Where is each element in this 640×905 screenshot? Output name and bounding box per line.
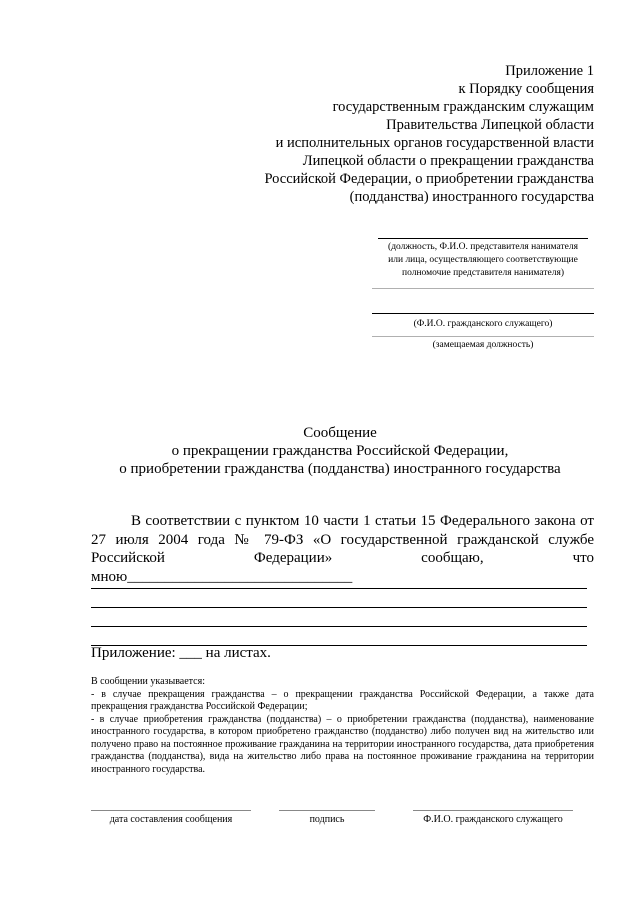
signature-line[interactable] — [279, 800, 375, 811]
signature-row — [91, 800, 591, 830]
appendix-line: Приложение: ___ на листах. — [91, 645, 271, 661]
employer-caption-3: полномочие представителя нанимателя) — [402, 268, 564, 278]
name-line[interactable] — [413, 800, 573, 811]
header-line: к Порядку сообщения — [458, 81, 594, 97]
position-caption: (замещаемая должность) — [432, 340, 534, 350]
employee-name-line[interactable] — [372, 313, 594, 314]
signature-label: подпись — [309, 814, 345, 825]
header-line: (подданства) иностранного государства — [349, 189, 594, 205]
title-line-3: о приобретении гражданства (подданства) иностранного государства — [119, 461, 561, 477]
document-title — [0, 424, 640, 478]
addressee-fields — [372, 238, 594, 352]
header-line: Российской Федерации, о приобретении гражданства — [264, 171, 594, 187]
header-line: и исполнительных органов государственной власти — [275, 135, 594, 151]
notes-intro: В сообщении указывается: — [91, 676, 205, 687]
title-line-2: о прекращении гражданства Российской Федерации, — [171, 443, 509, 459]
title-line-1: Сообщение — [303, 425, 377, 441]
header-line: Правительства Липецкой области — [386, 117, 594, 133]
notes-item-1: - в случае прекращения гражданства – о прекращении гражданства Российской Федерации, а также дата прекращения гражданства Российской Федерации; — [91, 688, 594, 712]
name-label: Ф.И.О. гражданского служащего — [423, 814, 563, 825]
attachment-header — [264, 62, 594, 206]
employer-line[interactable] — [378, 238, 588, 239]
fill-line[interactable] — [91, 608, 587, 627]
date-field — [91, 800, 251, 825]
header-line: государственным гражданским служащим — [332, 99, 594, 115]
notes-block — [91, 676, 594, 776]
employer-caption-1: (должность, Ф.И.О. представителя нанимателя — [388, 242, 578, 252]
fill-in-lines — [91, 570, 587, 646]
name-field — [413, 800, 573, 825]
header-line: Липецкой области о прекращении гражданства — [302, 153, 594, 169]
fill-line[interactable] — [91, 627, 587, 646]
position-line[interactable] — [372, 336, 594, 337]
employer-caption-2: или лица, осуществляющего соответствующие — [388, 255, 578, 265]
header-line: Приложение 1 — [505, 63, 594, 79]
fill-line[interactable] — [91, 570, 587, 589]
fill-line[interactable] — [91, 589, 587, 608]
date-label: дата составления сообщения — [109, 814, 233, 825]
employer-extra-line[interactable] — [372, 288, 594, 289]
message-paragraph: В соответствии с пунктом 10 части 1 статьи 15 Федерального закона от 27 июля 2004 года № 79-ФЗ «О государственной гражданской службе Российской Федерации» сообщаю, что мною______________________________ — [91, 513, 594, 585]
date-line[interactable] — [91, 800, 251, 811]
notes-item-2: - в случае приобретения гражданства (подданства) – о приобретении гражданства (подданства), наименование иностранного государства, в котором приобретено гражданство (подданство) либо получен вид на жительство или получено право на постоянное проживание гражданина на территории иностранного государства, дата приобретения гражданства (подданства), вида на жительство либо права на постоянное проживание гражданина на территории иностранного государства. — [91, 713, 594, 775]
signature-field — [279, 800, 375, 825]
employee-caption: (Ф.И.О. гражданского служащего) — [413, 319, 553, 329]
